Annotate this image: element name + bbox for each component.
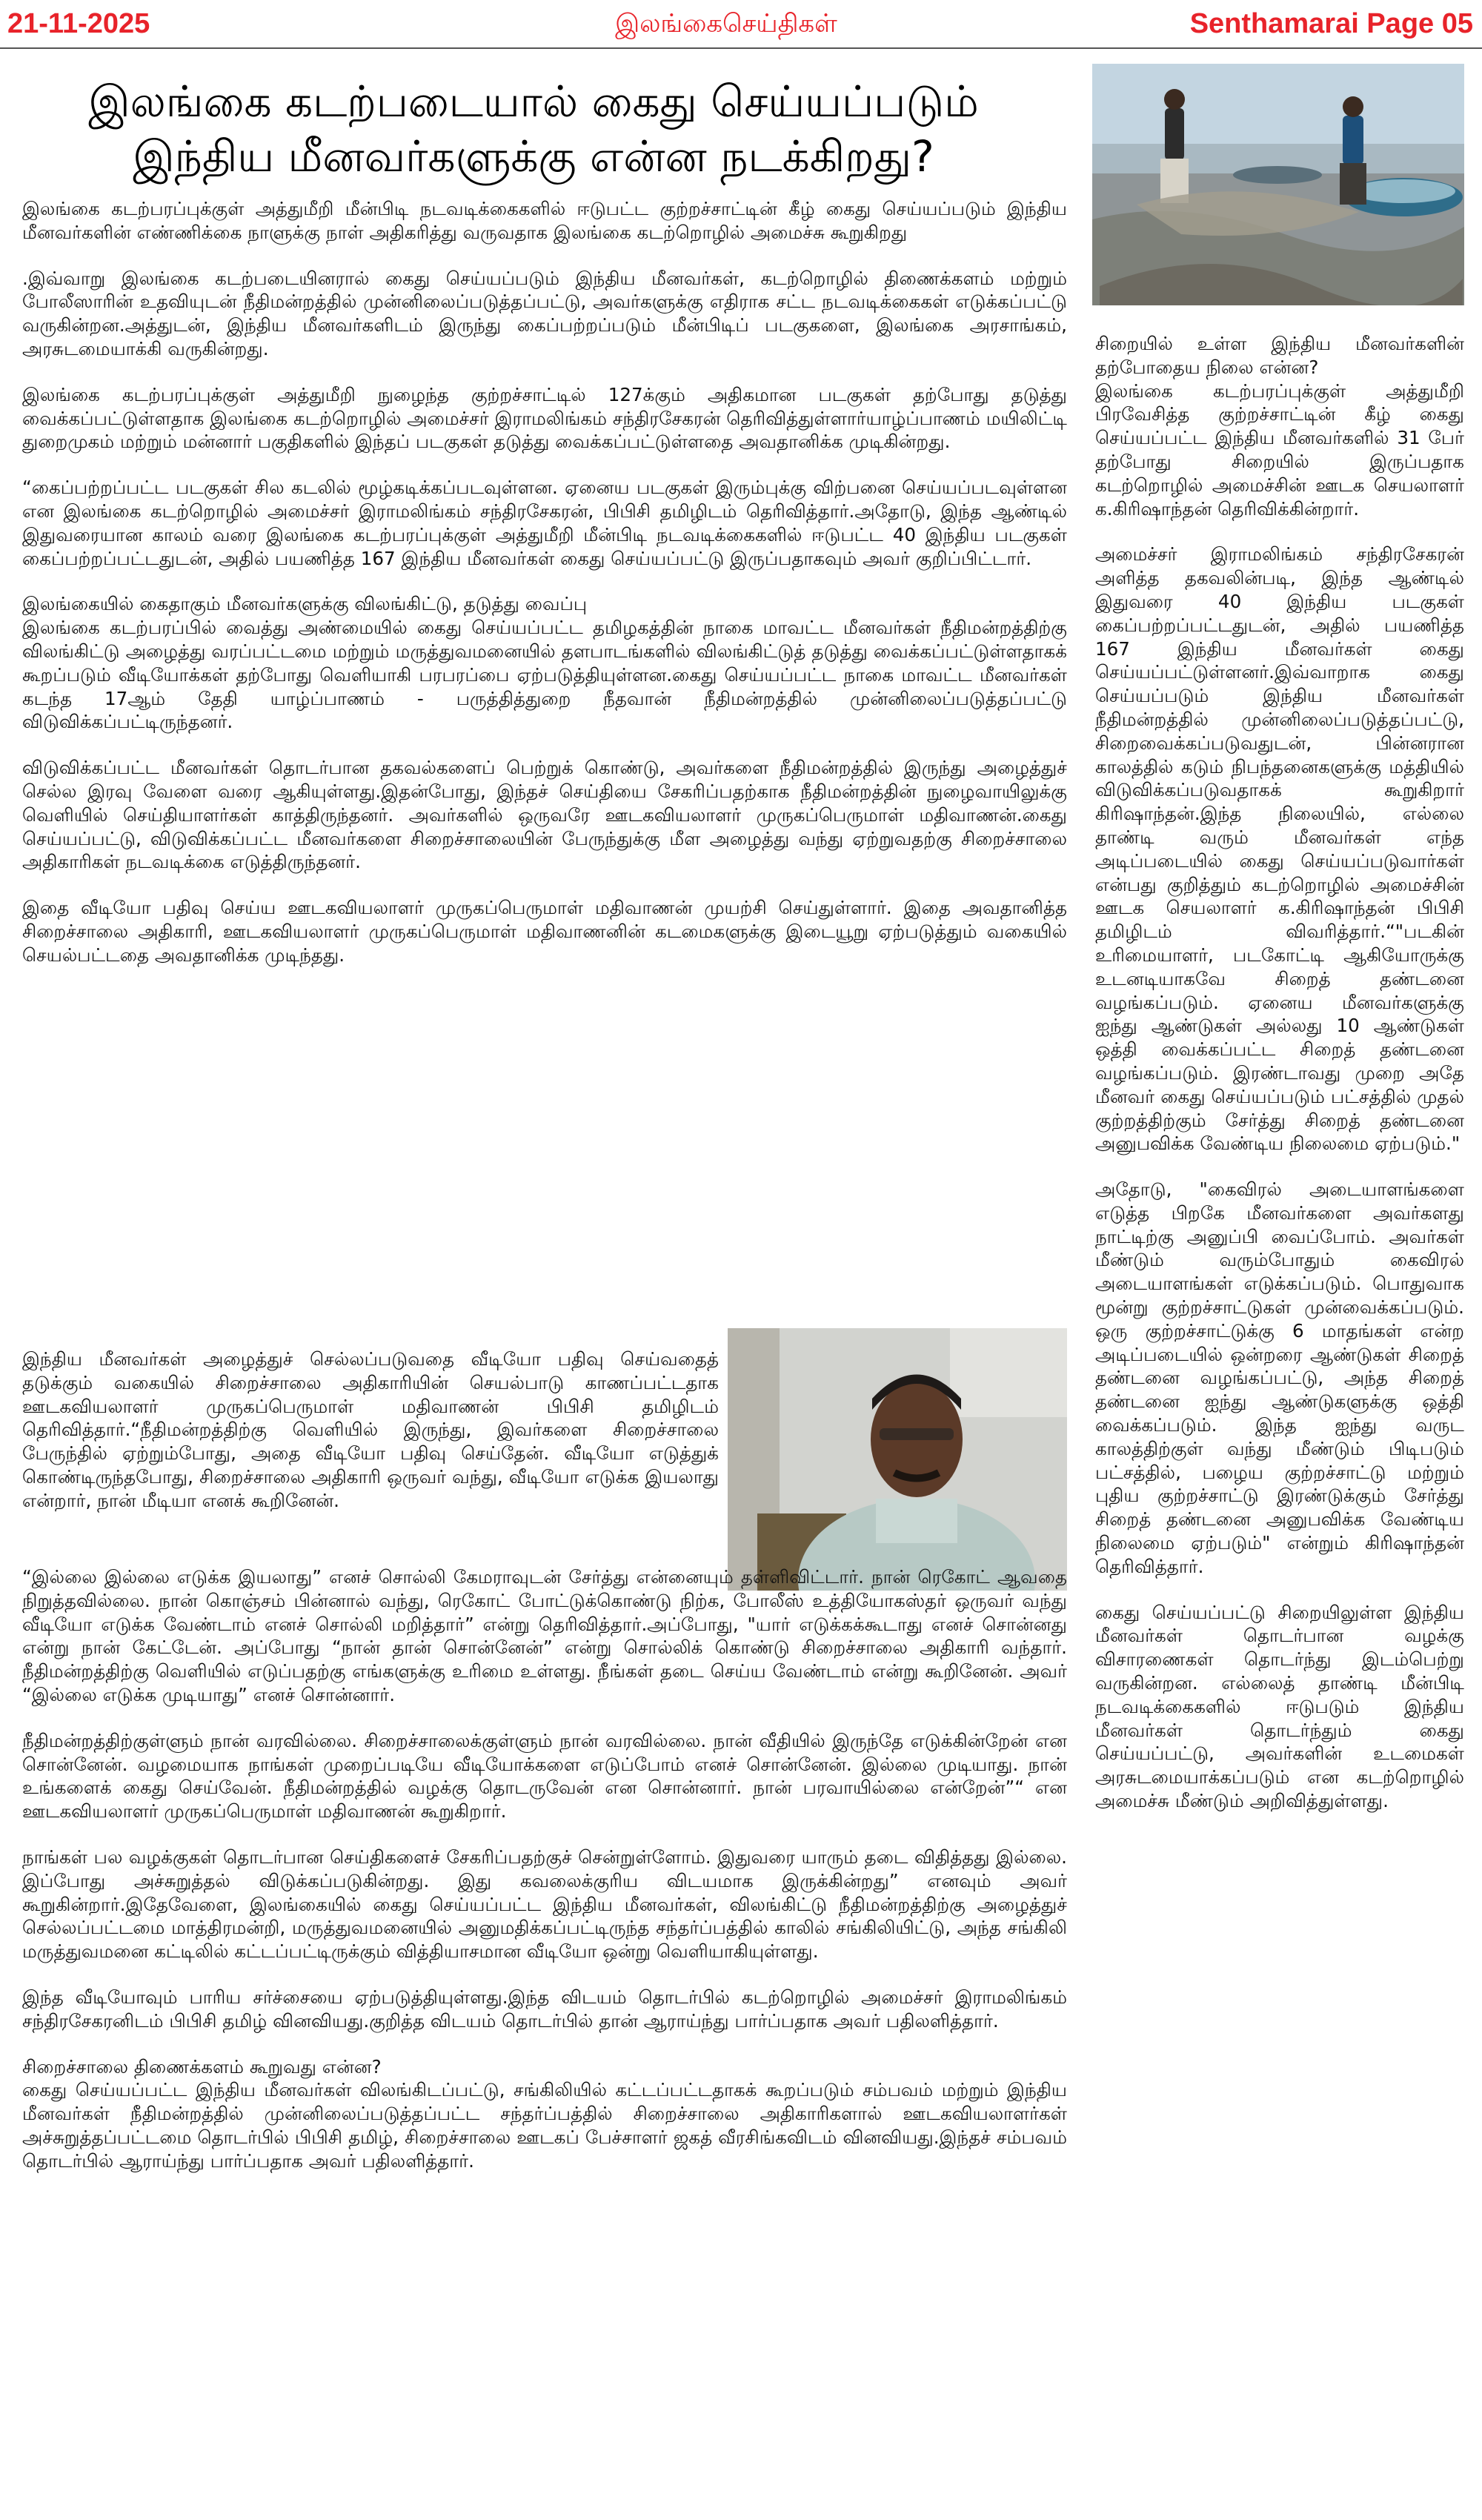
article-paragraph	[22, 2055, 1067, 2173]
article-paragraph-text: கைது செய்யப்பட்ட இந்திய மீனவர்கள் விலங்கிடப்பட்டு, சங்கிலியில் கட்டப்பட்டதாகக் கூறப்படும் சம்பவம் மற்றும் இந்திய மீனவர்கள் நீதிமன்றத்தில் முன்னிலைப்படுத்தப்பட்ட சந்தர்ப்பத்தில் சிறைச்சாலை அதிகாரிகளால் ஊடகவியலாளர்கள் அச்சுறுத்தப்பட்டமை தொடர்பில் பிபிசி தமிழ், சிறைச்சாலை ஊடகப் பேச்சாளர் ஜகத் வீரசிங்கவிடம் வினவியது.இந்தச் சம்பவம் தொடர்பில் ஆராய்ந்து பார்ப்பதாக அவர் பதிலளித்தார்.	[22, 2079, 1067, 2172]
subheading: சிறைச்சாலை திணைக்களம் கூறுவது என்ன?	[22, 2055, 382, 2078]
issue-date: 21-11-2025	[7, 8, 150, 39]
article-paragraph: இலங்கை கடற்பரப்புக்குள் அத்துமீறி மீன்பிடி நடவடிக்கைகளில் ஈடுபட்ட குற்றச்சாட்டின் கீழ் கைது செய்யப்படும் இந்திய மீனவர்களின் எண்ணிக்கை நாளுக்கு நாள் அதிகரித்து வருவதாக இலங்கை கடற்றொழில் அமைச்சு கூறுகிறது	[22, 198, 1067, 243]
side-paragraph: அதோடு, "கைவிரல் அடையாளங்களை எடுத்த பிறகே மீனவர்களை அவர்களது நாட்டிற்கு அனுப்பி வைப்போம். அவர்கள் மீண்டும் வரும்போதும் கைவிரல் அடையாளங்கள் எடுக்கப்படும். பொதுவாக மூன்று குற்றச்சாட்டுகள் முன்வைக்கப்படும். ஒரு குற்றச்சாட்டுக்கு 6 மாதங்கள் என்ற அடிப்படையில் ஒன்றரை ஆண்டுகள் சிறைத் தண்டனை வழங்கப்பட்டு, அந்த சிறைத் தண்டனை ஐந்து ஆண்டுகளுக்கு ஒத்தி வைக்கப்படும். இந்த ஐந்து வருட காலத்திற்குள் வந்து மீண்டும் பிடிபடும் பட்சத்தில், பழைய குற்றச்சாட்டு மற்றும் புதிய குற்றச்சாட்டு இரண்டுக்கும் சேர்த்து சிறைத் தண்டனை அனுபவிக்க வேண்டிய நிலைமை ஏற்படும்" என்றும் கிரிஷாந்தன் தெரிவித்தார்.	[1095, 1178, 1464, 1577]
article-paragraph: நீதிமன்றத்திற்குள்ளும் நான் வரவில்லை. சிறைச்சாலைக்குள்ளும் நான் வரவில்லை. நான் வீதியில் இருந்தே எடுக்கின்றேன் என சொன்னேன். வழமையாக நாங்கள் முறைப்படியே வீடியோக்களை எடுப்போம் எனச் சொன்னேன். இல்லை முடியாது. நான் உங்களைக் கைது செய்வேன். நீதிமன்றத்தில் வழக்கு தொடருவேன் என சொன்னார். நான் பரவாயில்லை என்றேன்”“ என ஊடகவியலாளர் முருகப்பெருமாள் மதிவாணன் கூறுகிறார்.	[22, 1729, 1067, 1823]
article-paragraph	[22, 592, 1067, 734]
article-side-column	[1095, 332, 1464, 1835]
subheading: இலங்கையில் கைதாகும் மீனவர்களுக்கு விலங்கிட்டு, தடுத்து வைப்பு	[22, 593, 588, 615]
article-paragraph: “கைப்பற்றப்பட்ட படகுகள் சில கடலில் மூழ்கடிக்கப்படவுள்ளன. ஏனைய படகுகள் இரும்புக்கு விற்பனை செய்யப்படவுள்ளன என இலங்கை கடற்றொழில் அமைச்சர் இராமலிங்கம் சந்திரசேகரன், பிபிசி தமிழிடம் தெரிவித்தார்.அதோடு, இந்த ஆண்டில் இதுவரையான காலம் வரை இலங்கை கடற்பரப்புக்குள் அத்துமீறி மீன்பிடி நடவடிக்கைகளில் ஈடுபட்ட 40 இந்திய படகுகள் கைப்பற்றப்பட்டதுடன், அதில் பயணித்த 167 இந்திய மீனவர்கள் கைது செய்யப்பட்டு இருப்பதாகவும் அவர் குறிப்பிட்டார்.	[22, 477, 1067, 569]
side-paragraph: கைது செய்யப்பட்டு சிறையிலுள்ள இந்திய மீனவர்கள் தொடர்பான வழக்கு விசாரணைகள் தொடர்ந்து இடம்பெற்று வருகின்றன. எல்லைத் தாண்டி மீன்பிடி நடவடிக்கைகளில் ஈடுபடும் இந்திய மீனவர்கள் தொடர்ந்தும் கைது செய்யப்பட்டு, அவர்களின் உடமைகள் அரசுடமையாக்கப்படும் என கடற்றொழில் அமைச்சு மீண்டும் அறிவித்துள்ளது.	[1095, 1601, 1464, 1812]
section-title: இலங்கைசெய்திகள்	[615, 9, 837, 39]
article-paragraph: இந்திய மீனவர்கள் அழைத்துச் செல்லப்படுவதை வீடியோ பதிவு செய்வதைத் தடுக்கும் வகையில் சிறைச்சாலை அதிகாரியின் செயல்பாடு காணப்பட்டதாக ஊடகவியலாளர் முருகப்பெருமாள் மதிவாணன் பிபிசி தமிழிடம் தெரிவித்தார்.“நீதிமன்றத்திற்கு வெளியில் இருந்து, இவர்களை சிறைச்சாலை பேருந்தில் ஏற்றும்போது, அதை வீடியோ பதிவு செய்தேன். வீடியோ எடுத்துக் கொண்டிருந்தபோது, சிறைச்சாலை அதிகாரி ஒருவர் வந்து, வீடியோ எடுக்க இயலாது என்றார், நான் மீடியா எனக் கூறினேன்.	[22, 1348, 719, 1511]
headline	[0, 74, 1067, 184]
side-paragraph: அமைச்சர் இராமலிங்கம் சந்திரசேகரன் அளித்த தகவலின்படி, இந்த ஆண்டில் இதுவரை 40 இந்திய படகுகள் கைப்பற்றப்பட்டதுடன், அதில் பயணித்த 167 இந்திய மீனவர்கள் கைது செய்யப்பட்டுள்ளனர்.இவ்வாறாக கைது செய்யப்படும் இந்திய மீனவர்கள் நீதிமன்றத்தில் முன்னிலைப்படுத்தப்பட்டு, சிறைவைக்கப்படுவதுடன், பின்னரான காலத்தில் கடும் நிபந்தனைகளுக்கு மத்தியில் விடுவிக்கப்படுவதாகக் கூறுகிறார் கிரிஷாந்தன்.இந்த நிலையில், எல்லை தாண்டி வரும் மீனவர்கள் எந்த அடிப்படையில் கைது செய்யப்படுவார்கள் என்பது குறித்தும் கடற்றொழில் அமைச்சின் ஊடக செயலாளர் க.கிரிஷாந்தன் பிபிசி தமிழிடம் விவரித்தார்.“"படகின் உரிமையாளர், படகோட்டி ஆகியோருக்கு உடனடியாகவே சிறைத் தண்டனை வழங்கப்படும். ஏனைய மீனவர்களுக்கு ஐந்து ஆண்டுகள் அல்லது 10 ஆண்டுகள் ஒத்தி வைக்கப்பட்ட சிறைத் தண்டனை வழங்கப்படும். இரண்டாவது முறை அதே மீனவர் கைது செய்யப்படும் பட்சத்தில் முதல் குற்றத்திற்கும் சேர்த்து சிறைத் தண்டனை அனுபவிக்க வேண்டிய நிலைமை ஏற்படும்."	[1095, 543, 1464, 1155]
article-main-column	[22, 197, 1067, 989]
headline-line-1: இலங்கை கடற்படையால் கைது செய்யப்படும்	[88, 76, 979, 127]
article-paragraph: விடுவிக்கப்பட்ட மீனவர்கள் தொடர்பான தகவல்களைப் பெற்றுக் கொண்டு, அவர்களை நீதிமன்றத்தில் இருந்து அழைத்துச் செல்ல இரவு வேளை வரை ஆகியுள்ளது.இதன்போது, இந்தச் செய்தியை சேகரிப்பதற்காக நீதிமன்றத்தின் நுழைவாயிலுக்கு வெளியில் செய்தியாளர்கள் காத்திருந்தனர். அவர்களில் ஒருவரே ஊடகவியலாளர் முருகப்பெருமாள் மதிவாணன்.கைது செய்யப்பட்டு, விடுவிக்கப்பட்ட மீனவர்களை சிறைச்சாலையின் பேருந்துக்கு மீள அழைத்து வந்து ஏற்றுவதற்கு சிறைச்சாலை அதிகாரிகள் நடவடிக்கை எடுத்திருந்தனர்.	[22, 757, 1067, 873]
side-paragraph-text: இலங்கை கடற்பரப்புக்குள் அத்துமீறி பிரவேசித்த குற்றச்சாட்டின் கீழ் கைது செய்யப்பட்ட இந்திய மீனவர்களில் 31 பேர் தற்போது சிறையில் இருப்பதாக கடற்றொழில் அமைச்சின் ஊடக செயலாளர் க.கிரிஷாந்தன் தெரிவிக்கின்றார்.	[1095, 379, 1464, 520]
fishermen-photo	[1092, 64, 1464, 305]
article-paragraph: இதை வீடியோ பதிவு செய்ய ஊடகவியலாளர் முருகப்பெருமாள் மதிவாணன் முயற்சி செய்துள்ளார். இதை அவதானித்த சிறைச்சாலை அதிகாரி, ஊடகவியலாளர் முருகப்பெருமாள் மதிவாணனின் கடமைகளுக்கு இடையூறு ஏற்படுத்தும் வகையில் செயல்பட்டதை அவதானிக்க முடிந்தது.	[22, 897, 1067, 966]
side-paragraph	[1095, 332, 1464, 520]
article-paragraph: நாங்கள் பல வழக்குகள் தொடர்பான செய்திகளைச் சேகரிப்பதற்குச் சென்றுள்ளோம். இதுவரை யாரும் தடை விதித்தது இல்லை. இப்போது அச்சுறுத்தல் விடுக்கப்படுகின்றது. இது கவலைக்குரிய விடயமாக இருக்கின்றது” எனவும் அவர் கூறுகின்றார்.இதேவேளை, இலங்கையில் கைது செய்யப்பட்ட இந்திய மீனவர்கள், விலங்கிட்டு நீதிமன்றத்திற்கு அழைத்துச் செல்லப்பட்டமை மாத்திரமன்றி, மருத்துவமனையில் அனுமதிக்கப்பட்டிருந்த சந்தர்ப்பத்தில் காலில் சங்கிலியிட்டு, அந்த சங்கிலி மருத்துவமனை கட்டிலில் கட்டப்பட்டிருக்கும் வித்தியாசமான வீடியோ ஒன்று வெளியாகியுள்ளது.	[22, 1846, 1067, 1963]
side-subheading: சிறையில் உள்ள இந்திய மீனவர்களின் தற்போதைய நிலை என்ன?	[1095, 333, 1464, 378]
article-paragraph: இந்த வீடியோவும் பாரிய சர்ச்சையை ஏற்படுத்தியுள்ளது.இந்த விடயம் தொடர்பில் கடற்றொழில் அமைச்சர் இராமலிங்கம் சந்திரசேகரனிடம் பிபிசி தமிழ் வினவியது.குறித்த விடயம் தொடர்பில் தான் ஆராய்ந்து பார்ப்பதாக அவர் பதிலளித்தார்.	[22, 1986, 1067, 2032]
article-paragraph: .இவ்வாறு இலங்கை கடற்படையினரால் கைது செய்யப்படும் இந்திய மீனவர்கள், கடற்றொழில் திணைக்களம் மற்றும் போலீஸாரின் உதவியுடன் நீதிமன்றத்தில் முன்னிலைப்படுத்தப்பட்டு, அவர்களுக்கு எதிராக சட்ட நடவடிக்கைகள் எடுக்கப்பட்டு வருகின்றன.அத்துடன், இந்திய மீனவர்களிடம் இருந்து கைப்பற்றப்படும் மீன்பிடிப் படகுகளை, இலங்கை அரசாங்கம், அரசுடமையாக்கி வருகின்றது.	[22, 267, 1067, 359]
page-number: Senthamarai Page 05	[1189, 8, 1473, 39]
headline-line-2: இந்திய மீனவர்களுக்கு என்ன நடக்கிறது?	[133, 131, 934, 182]
article-paragraph: இலங்கை கடற்பரப்புக்குள் அத்துமீறி நுழைந்த குற்றச்சாட்டில் 127க்கும் அதிகமான படகுகள் தற்போது தடுத்து வைக்கப்பட்டுள்ளதாக இலங்கை கடற்றொழில் அமைச்சர் இராமலிங்கம் சந்திரசேகரன் தெரிவித்துள்ளார்யாழ்ப்பாணம் மயிலிட்டி துறைமுகம் மற்றும் மன்னார் பகுதிகளில் இந்தப் படகுகள் தடுத்து வைக்கப்பட்டுள்ளதை அவதானிக்க முடிகின்றது.	[22, 383, 1067, 453]
article-main-column-continued	[22, 1565, 1067, 2195]
journalist-photo	[728, 1328, 1067, 1591]
header-divider	[0, 47, 1482, 49]
article-paragraph: “இல்லை இல்லை எடுக்க இயலாது” எனச் சொல்லி கேமராவுடன் சேர்த்து என்னையும் தள்ளிவிட்டார். நான் ரெகோட் ஆவதை நிறுத்தவில்லை. நான் கொஞ்சம் பின்னால் வந்து, ரெகோட் போட்டுக்கொண்டு நிற்க, போலீஸ் உத்தியோகஸ்தர் ஒருவர் வந்து வீடியோ எடுக்க வேண்டாம் எனச் சொல்லி மறித்தார்” என்று தெரிவித்தார்.அப்போது, "யார் எடுக்கக்கூடாது எனச் சொன்னது என்று நான் கேட்டேன். அப்போது “நான் தான் சொன்னேன்” என்று சொல்லிக் கொண்டு சிறைச்சாலை அதிகாரி வந்தார். நீதிமன்றத்திற்கு வெளியில் எடுப்பதற்கு எங்களுக்கு உரிமை உள்ளது. நீங்கள் தடை செய்ய வேண்டாம் என்று கூறினேன். அவர் “இல்லை எடுக்க முடியாது” எனச் சொன்னார்.	[22, 1566, 1067, 1705]
article-paragraph-text: இலங்கை கடற்பரப்பில் வைத்து அண்மையில் கைது செய்யப்பட்ட தமிழகத்தின் நாகை மாவட்ட மீனவர்கள் நீதிமன்றத்திற்கு விலங்கிட்டு அழைத்து வரப்பட்டமை மற்றும் மருத்துவமனையில் தளபாடங்களில் விலங்கிட்டுத் தடுத்து வைக்கப்பட்டுள்ளதாகக் கூறப்படும் வீடியோக்கள் தற்போது வெளியாகி பரபரப்பை ஏற்படுத்தியுள்ளன.கைது செய்யப்பட்ட நாகை மாவட்ட மீனவர்கள் கடந்த 17ஆம் தேதி யாழ்ப்பாணம் - பருத்தித்துறை நீதவான் நீதிமன்றத்தில் முன்னிலைப்படுத்தப்பட்டு விடுவிக்கப்பட்டிருந்தனர்.	[22, 617, 1067, 733]
